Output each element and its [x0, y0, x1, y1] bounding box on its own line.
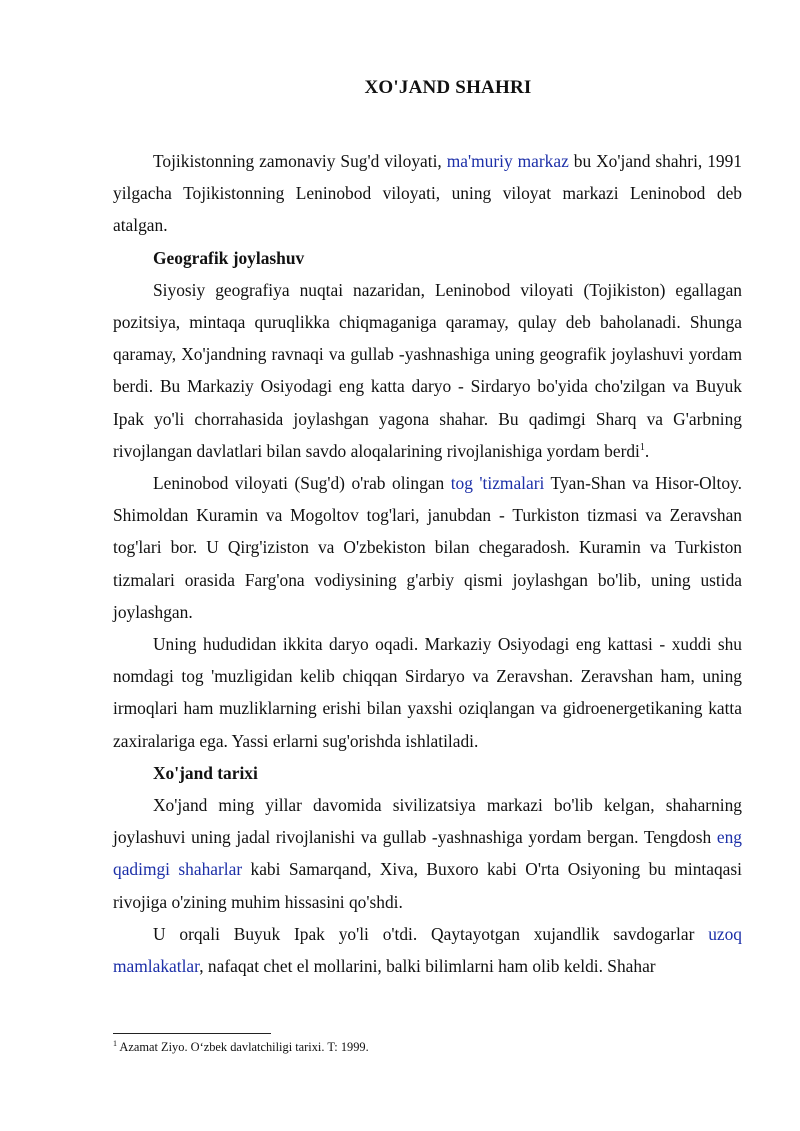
footnote-divider — [113, 1033, 271, 1034]
document-body — [113, 145, 742, 982]
link-mamuriy-markaz[interactable]: ma'muriy markaz — [446, 151, 569, 171]
link-eng-qadimgi-shaharlar[interactable]: eng qadimgi shaharlar — [113, 827, 742, 880]
paragraph-text: Leninobod viloyati (Sug'd) o'rab olingan — [153, 473, 451, 494]
paragraph-rivers: Uning hududidan ikkita daryo oqadi. Markaziy Osiyodagi eng kattasi - xuddi shu nomdagi tog 'muzligidan kelib chiqqan Sirdaryo va Zeravshan. Zeravshan ham, uning irmoqlari ham muzliklarning erishi bilan yaxshi oziqlangan va gidroenergetikaning katta zaxiralariga ega. Yassi erlarni sug'orishda ishlatiladi. — [113, 634, 742, 751]
paragraph-text: bu Xo'jand shahri, 1991 yilgacha Tojikistonning Leninobod viloyati, uning viloyat markazi Leninobod deb atalgan. — [113, 151, 743, 236]
paragraph-text: Tyan-Shan va Hisor-Oltoy. Shimoldan Kuramin va Mogoltov tog'lari, janubdan - Turkiston tizmasi va Zeravshan tog'lari bor. U Qirg'iziston va O'zbekiston bilan chegaradosh. Kuramin va Turkiston tizmalari orasida Farg'ona vodiysining g'arbiy qismi joylashgan bo'lib, uning ustida joylashgan. — [113, 473, 742, 622]
paragraph-text: U orqali Buyuk Ipak yo'li o'tdi. Qaytayotgan xujandlik savdogarlar — [153, 923, 709, 944]
link-uzoq-mamlakatlar[interactable]: uzoq mamlakatlar — [113, 923, 742, 977]
paragraph-geography — [113, 274, 742, 467]
footnote-number: 1 — [113, 1038, 117, 1048]
paragraph-text: . — [644, 440, 650, 461]
paragraph-text: , nafaqat chet el mollarini, balki bilimlarni ham olib keldi. Shahar — [199, 956, 656, 977]
link-tog-tizmalari[interactable]: tog 'tizmalari — [450, 473, 545, 494]
heading-geografik-joylashuv: Geografik joylashuv — [153, 247, 305, 268]
paragraph-intro — [113, 145, 742, 242]
paragraph-history — [113, 789, 742, 918]
paragraph-text: Siyosiy geografiya nuqtai nazaridan, Leninobod viloyati (Tojikiston) egallagan pozitsiya, mintaqa quruqlikka chiqmaganiga qaramay, qulay deb baholanadi. Shunga qaramay, Xo'jandning ravnaqi va gullab -yashnashiga uning geografik joylashuvi yordam berdi. Bu Markaziy Osiyodagi eng katta daryo - Sirdaryo bo'yida cho'zilgan va Buyuk Ipak yo'li chorrahasida joylashgan yagona shahar. Bu qadimgi Sharq va G'arbning rivojlangan davlatlari bilan savdo aloqalarining rivojlanishiga yordam berdi — [113, 279, 742, 461]
paragraph-text: Tojikistonning zamonaviy Sug'd viloyati, — [153, 151, 447, 171]
paragraph-silk-road — [113, 918, 742, 982]
page-title: XO'JAND SHAHRI — [364, 77, 532, 98]
footnote-ref[interactable]: 1 — [639, 442, 645, 454]
paragraph-text: kabi Samarqand, Xiva, Buxoro kabi O'rta Osiyoning bu mintaqasi rivojiga o'zining muhim hissasini qo'shdi. — [113, 859, 742, 912]
footnote — [113, 1039, 742, 1055]
paragraph-text: Xo'jand ming yillar davomida sivilizatsiya markazi bo'lib kelgan, shaharning joylashuvi uning jadal rivojlanishi va gullab -yashnashiga yordam bergan. Tengdosh — [113, 795, 742, 848]
footnote-text: Azamat Ziyo. O‘zbek davlatchiligi tarixi. T: 1999. — [117, 1040, 369, 1054]
heading-xojand-tarixi: Xo'jand tarixi — [153, 762, 258, 783]
paragraph-mountains — [113, 467, 742, 628]
